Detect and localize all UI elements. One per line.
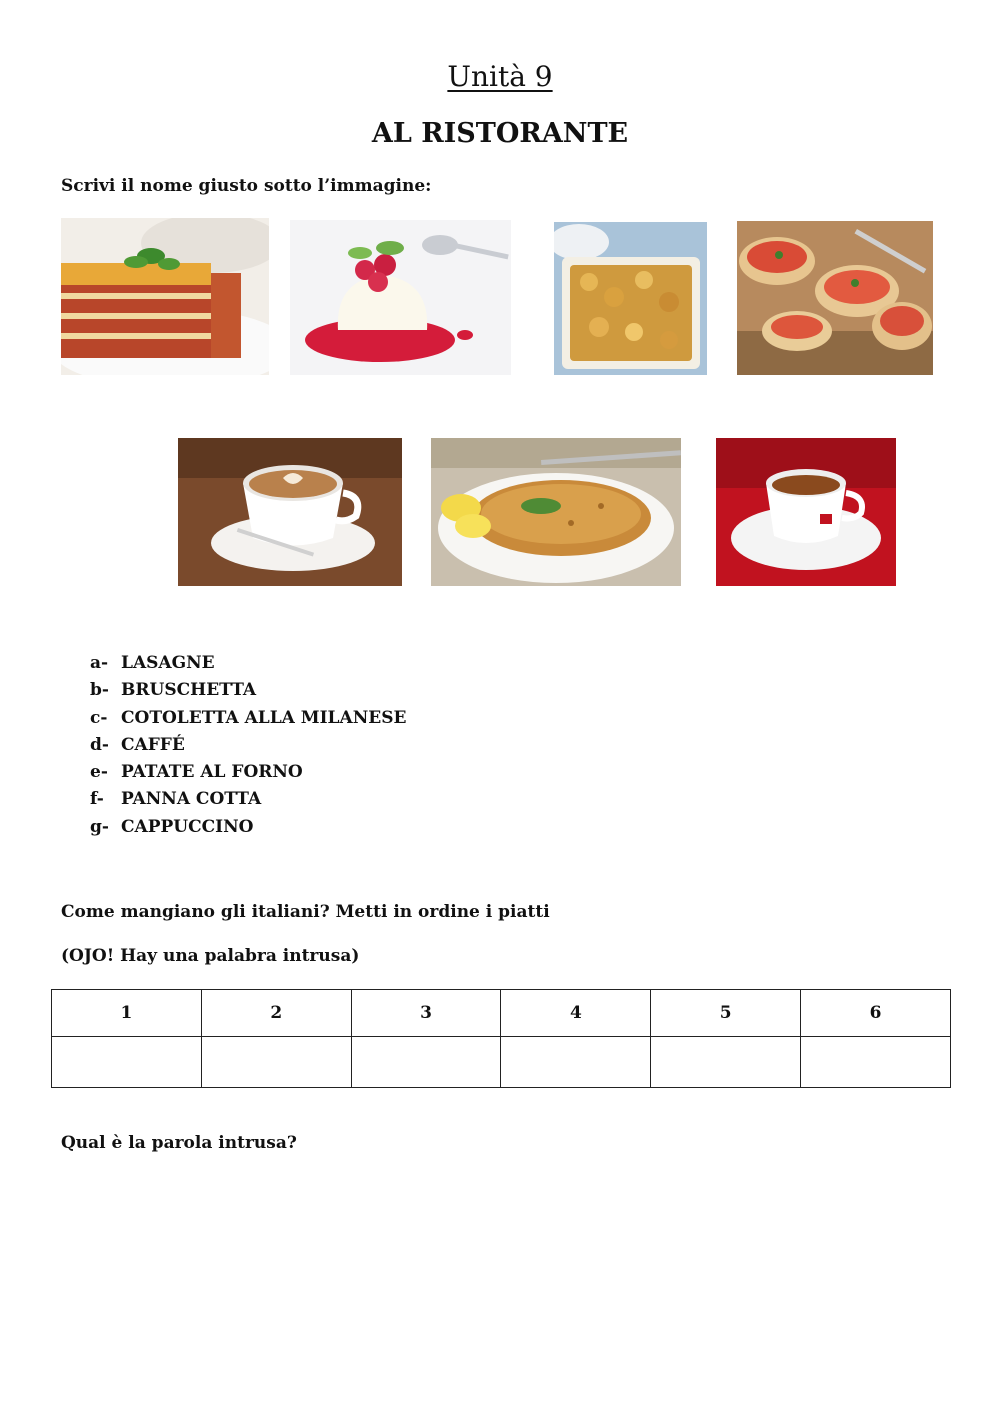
order-table [51, 989, 951, 1088]
intruder-question: Qual è la parola intrusa? [61, 1133, 297, 1153]
list-item [90, 814, 406, 841]
answer-list [90, 650, 406, 841]
list-item [90, 677, 406, 704]
list-item [90, 759, 406, 786]
item-text: LASAGNE [121, 653, 215, 673]
instruction-label: Scrivi il nome giusto sotto l’immagine: [61, 176, 432, 196]
item-text: BRUSCHETTA [121, 680, 257, 701]
table-row [52, 1037, 951, 1088]
order-question: Come mangiano gli italiani? Metti in ordine i piatti [61, 902, 550, 922]
cappuccino-photo [178, 438, 402, 586]
item-text: PATATE AL FORNO [121, 762, 303, 783]
lasagne-photo [61, 218, 269, 375]
item-letter: e- [90, 762, 108, 783]
answer-cell[interactable] [801, 1037, 951, 1088]
answer-cell[interactable] [351, 1037, 501, 1088]
column-header: 5 [651, 990, 801, 1037]
answer-cell[interactable] [201, 1037, 351, 1088]
list-item [90, 650, 406, 677]
column-header: 3 [351, 990, 501, 1037]
page-title: AL RISTORANTE [371, 118, 629, 149]
unit-title: Unità 9 [447, 60, 553, 93]
item-text: COTOLETTA ALLA MILANESE [121, 707, 407, 728]
item-letter: a- [90, 653, 109, 673]
bruschetta-photo [737, 221, 933, 375]
answer-cell[interactable] [651, 1037, 801, 1088]
column-header: 1 [52, 990, 202, 1037]
espresso-photo [716, 438, 896, 586]
list-item [90, 705, 406, 732]
list-item [90, 732, 406, 759]
item-letter: f- [90, 789, 104, 810]
column-header: 2 [201, 990, 351, 1037]
list-item [90, 786, 406, 813]
table-header-row [52, 990, 951, 1037]
item-text: CAPPUCCINO [121, 816, 254, 837]
column-header: 6 [801, 990, 951, 1037]
intruder-note: (OJO! Hay una palabra intrusa) [61, 946, 360, 966]
cotoletta-photo [431, 438, 681, 586]
item-letter: b- [90, 680, 109, 701]
item-text: CAFFÉ [121, 734, 185, 755]
item-letter: d- [90, 734, 109, 755]
item-letter: g- [90, 816, 109, 837]
column-header: 4 [501, 990, 651, 1037]
answer-cell[interactable] [52, 1037, 202, 1088]
panna-cotta-photo [290, 220, 511, 375]
roast-potatoes-photo [554, 222, 707, 375]
item-text: PANNA COTTA [121, 789, 262, 810]
answer-cell[interactable] [501, 1037, 651, 1088]
item-letter: c- [90, 707, 108, 728]
